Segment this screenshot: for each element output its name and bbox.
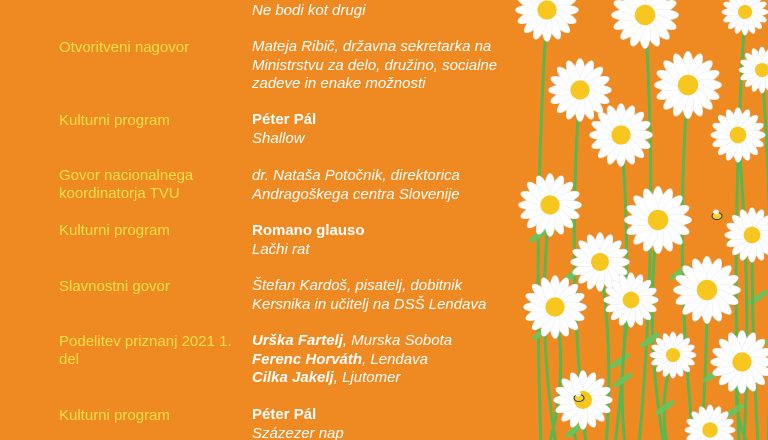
detail-line: Ministrstvu za delo, družino, socialne	[252, 56, 498, 74]
program-item-label: Slavnostni govor	[59, 278, 170, 295]
program-details	[252, 332, 522, 388]
detail-line: Urška Fartelj, Murska Sobota	[252, 332, 453, 349]
daisy-flower	[711, 108, 766, 163]
daisy-illustration	[505, 0, 768, 440]
daisy-flower	[519, 174, 582, 237]
daisy-flower	[685, 405, 735, 440]
detail-line: Štefan Kardoš, pisatelj, dobitnik	[252, 277, 463, 294]
detail-line: Romano glauso	[252, 222, 365, 239]
daisy-flower	[516, 0, 579, 42]
detail-line: Ferenc Horváth, Lendava	[252, 350, 428, 368]
daisy-flower	[673, 256, 740, 323]
daisy-flowers	[516, 0, 768, 440]
detail-line: dr. Nataša Potočnik, direktorica	[252, 167, 460, 184]
detail-line: Péter Pál	[252, 406, 317, 423]
daisy-flower	[524, 276, 587, 339]
detail-line: Százezer nap	[252, 424, 344, 440]
program-item-label: Govor nacionalnega koordinatorja TVU	[59, 167, 194, 202]
daisy-flower	[590, 104, 653, 167]
daisy-flower	[650, 332, 696, 378]
program-details	[252, 406, 522, 440]
program-details	[252, 111, 522, 148]
detail-line: Shallow	[252, 129, 305, 147]
daisy-flower	[725, 208, 768, 263]
program-item-label: Otvoritveni nagovor	[59, 39, 190, 56]
detail-line: Péter Pál	[252, 111, 317, 128]
daisy-flower	[624, 186, 691, 253]
bee-icon	[712, 210, 722, 220]
detail-line: Kersnika in učitelj na DSŠ Lendava	[252, 295, 487, 313]
detail-line: Andragoškega centra Slovenije	[252, 185, 460, 203]
program-item-label: Podelitev priznanj 2021 1. del	[59, 333, 232, 368]
daisy-flower	[611, 0, 678, 49]
leaf	[608, 352, 631, 371]
detail-line: zadeve in enake možnosti	[252, 75, 426, 92]
detail-line: Lačhi rat	[252, 240, 310, 258]
daisy-flower	[722, 0, 768, 35]
program-details	[252, 2, 522, 21]
program-item-label: Kulturni program	[59, 407, 170, 424]
detail-line: Ne bodi kot drugi	[252, 2, 366, 19]
leaf	[746, 288, 768, 307]
program-item-label: Kulturni program	[59, 112, 170, 129]
detail-line: Mateja Ribič, državna sekretarka na	[252, 38, 492, 55]
program-item-label: Kulturni program	[59, 222, 170, 239]
daisy-flower	[711, 331, 768, 394]
program-details	[252, 222, 522, 259]
daisy-flower	[604, 273, 659, 328]
detail-line: Cilka Jakelj, Ljutomer	[252, 369, 401, 386]
daisy-flower	[654, 51, 721, 118]
program-details	[252, 277, 522, 314]
program-details	[252, 167, 522, 204]
program-details	[252, 38, 522, 94]
